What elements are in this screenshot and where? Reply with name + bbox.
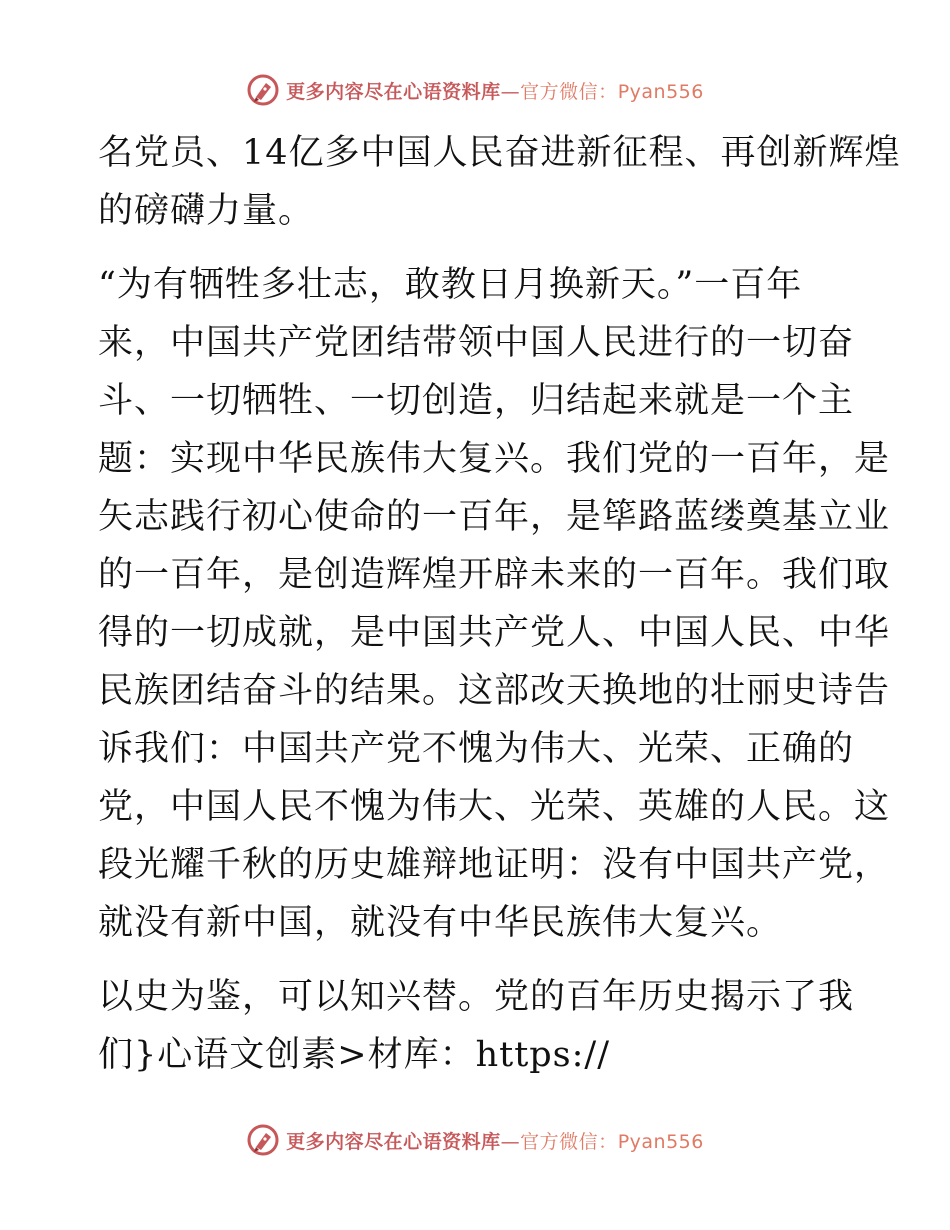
text-line: 矢志践行初心使命的一百年，是筚路蓝缕奠基立业 [98,497,891,537]
text-line: 名党员、14亿多中国人民奋进新征程、再创新辉煌 [98,133,901,173]
text-line: 题：实现中华民族伟大复兴。我们党的一百年，是 [98,439,891,479]
footer-watermark [0,1120,950,1160]
text-line: 来，中国共产党团结带领中国人民进行的一切奋 [98,323,855,363]
paragraph [98,256,891,952]
text-line: 就没有新中国，就没有中华民族伟大复兴。 [98,903,783,943]
pen-nib-circle-icon [246,73,280,107]
watermark-brand: 更多内容尽在心语资料库 [286,1130,501,1153]
paragraph [98,124,901,240]
text-line: 段光耀千秋的历史雄辩地证明：没有中国共产党， [98,845,891,885]
watermark-text [286,77,704,104]
text-line: 党，中国人民不愧为伟大、光荣、英雄的人民。这 [98,787,891,827]
text-line: “为有牺牲多壮志，敢教日月换新天。”一百年 [98,265,803,305]
watermark-text [286,1127,704,1154]
watermark-label: 官方微信： [520,1130,618,1153]
text-line: 以史为鉴，可以知兴替。党的百年历史揭示了我 [98,977,855,1017]
document-body [98,124,901,1084]
text-line: 的一百年，是创造辉煌开辟未来的一百年。我们取 [98,555,891,595]
paragraph [98,968,868,1084]
header-watermark [0,70,950,110]
watermark-label: 官方微信： [520,80,618,103]
watermark-dash: — [500,80,521,103]
pen-nib-circle-icon [246,1123,280,1157]
text-line: 斗、一切牺牲、一切创造，归结起来就是一个主 [98,381,855,421]
text-line: 的磅礴力量。 [98,191,315,231]
text-line: 诉我们：中国共产党不愧为伟大、光荣、正确的 [98,729,855,769]
watermark-brand: 更多内容尽在心语资料库 [286,80,501,103]
watermark-dash: — [500,1130,521,1153]
text-line: 得的一切成就，是中国共产党人、中国人民、中华 [98,613,891,653]
text-line: 民族团结奋斗的结果。这部改天换地的壮丽史诗告 [98,671,891,711]
watermark-wechat-id: Pyan556 [617,1130,704,1153]
watermark-wechat-id: Pyan556 [617,80,704,103]
text-line: 们}心语文创素>材库：https:// [98,1035,611,1075]
